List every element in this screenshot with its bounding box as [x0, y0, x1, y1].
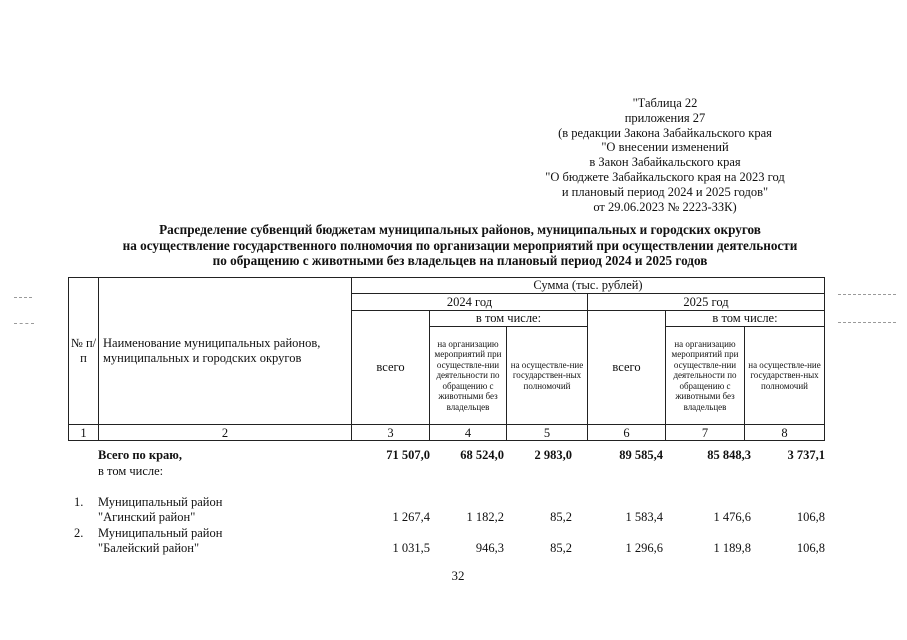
row-name: Муниципальный район	[98, 494, 223, 509]
table-row	[68, 479, 833, 495]
row-value: 85 848,3	[707, 448, 751, 462]
including-2025-header: в том числе:	[666, 311, 825, 327]
table-row	[68, 510, 833, 526]
row-value: 1 267,4	[392, 510, 430, 524]
col-number-header: № п/п	[69, 278, 99, 425]
title-line: Распределение субвенций бюджетам муниципальных районов, муниципальных и городских округов	[159, 222, 761, 237]
row-value: 1 031,5	[392, 541, 430, 555]
col-name-header: Наименование муниципальных районов, муниципальных и городских округов	[99, 278, 352, 425]
org-2025-header: на организацию мероприятий при осуществле-нии деятельности по обращению с животными без владельцев	[666, 327, 745, 425]
row-value: 85,2	[550, 541, 572, 555]
subsidy-data-rows	[68, 448, 833, 557]
year-2025-header: 2025 год	[588, 294, 825, 311]
powers-2024-header: на осуществле-ние государствен-ных полномочий	[507, 327, 588, 425]
header-note-line: "О бюджете Забайкальского края на 2023 год	[545, 169, 785, 184]
row-value: 2 983,0	[534, 448, 572, 462]
row-value: 85,2	[550, 510, 572, 524]
scan-artifact-line	[838, 294, 896, 295]
col-number-cell: 2	[99, 425, 352, 441]
org-2024-header: на организацию мероприятий при осуществле-нии деятельности по обращению с животными без владельцев	[430, 327, 507, 425]
col-number-cell: 8	[745, 425, 825, 441]
row-value: 106,8	[796, 510, 825, 524]
header-note-line: "Таблица 22	[632, 96, 698, 110]
row-value: 68 524,0	[460, 448, 504, 462]
appendix-header-note	[500, 96, 830, 214]
header-note-line: "О внесении изменений	[601, 140, 729, 155]
table-row	[68, 541, 833, 557]
row-value: 1 296,6	[625, 541, 663, 555]
subsidy-table-header	[68, 277, 825, 441]
total-2025-header: всего	[588, 311, 666, 425]
title-line: на осуществление государственного полномочия по организации мероприятий при осуществлении деятельности	[122, 237, 798, 253]
row-index: 1.	[74, 494, 84, 509]
row-value: 71 507,0	[386, 448, 430, 462]
powers-2025-header: на осуществле-ние государствен-ных полномочий	[745, 327, 825, 425]
table-row	[68, 464, 833, 480]
row-index: 2.	[74, 525, 84, 540]
row-value: 1 189,8	[713, 541, 751, 555]
col-number-cell: 4	[430, 425, 507, 441]
header-note-line: в Закон Забайкальского края	[589, 155, 741, 170]
year-2024-header: 2024 год	[352, 294, 588, 311]
row-value: 1 583,4	[625, 510, 663, 524]
row-name: "Агинский район"	[98, 510, 196, 524]
scan-artifact-line	[14, 323, 34, 324]
row-value: 3 737,1	[787, 448, 825, 462]
table-row	[68, 526, 833, 542]
row-value: 946,3	[475, 541, 504, 555]
header-note-line: приложения 27	[624, 110, 706, 125]
sum-header: Сумма (тыс. рублей)	[352, 278, 825, 294]
page-number: 32	[451, 568, 465, 583]
header-note-line: от 29.06.2023 № 2223-ЗЗК)	[593, 199, 737, 214]
row-value: 1 476,6	[713, 510, 751, 524]
including-2024-header: в том числе:	[430, 311, 588, 327]
row-name: "Балейский район"	[98, 541, 200, 555]
row-name: Муниципальный район	[98, 525, 223, 540]
header-note-line: (в редакции Закона Забайкальского края	[558, 125, 772, 140]
col-number-cell: 3	[352, 425, 430, 441]
col-number-cell: 7	[666, 425, 745, 441]
scan-artifact-line	[838, 322, 896, 323]
row-name: Всего по краю,	[98, 448, 182, 462]
col-number-cell: 6	[588, 425, 666, 441]
total-2024-header: всего	[352, 311, 430, 425]
table-row	[68, 495, 833, 511]
title-line: по обращению с животными без владельцев на плановый период 2024 и 2025 годов	[212, 253, 708, 268]
row-value: 106,8	[796, 541, 825, 555]
scan-artifact-line	[14, 297, 32, 298]
table-row	[68, 448, 833, 464]
row-value: 89 585,4	[619, 448, 663, 462]
row-value: 1 182,2	[466, 510, 504, 524]
document-title	[90, 222, 830, 269]
header-note-line: и плановый период 2024 и 2025 годов"	[561, 184, 769, 199]
col-number-cell: 5	[507, 425, 588, 441]
row-name: в том числе:	[98, 463, 164, 478]
col-number-cell: 1	[69, 425, 99, 441]
